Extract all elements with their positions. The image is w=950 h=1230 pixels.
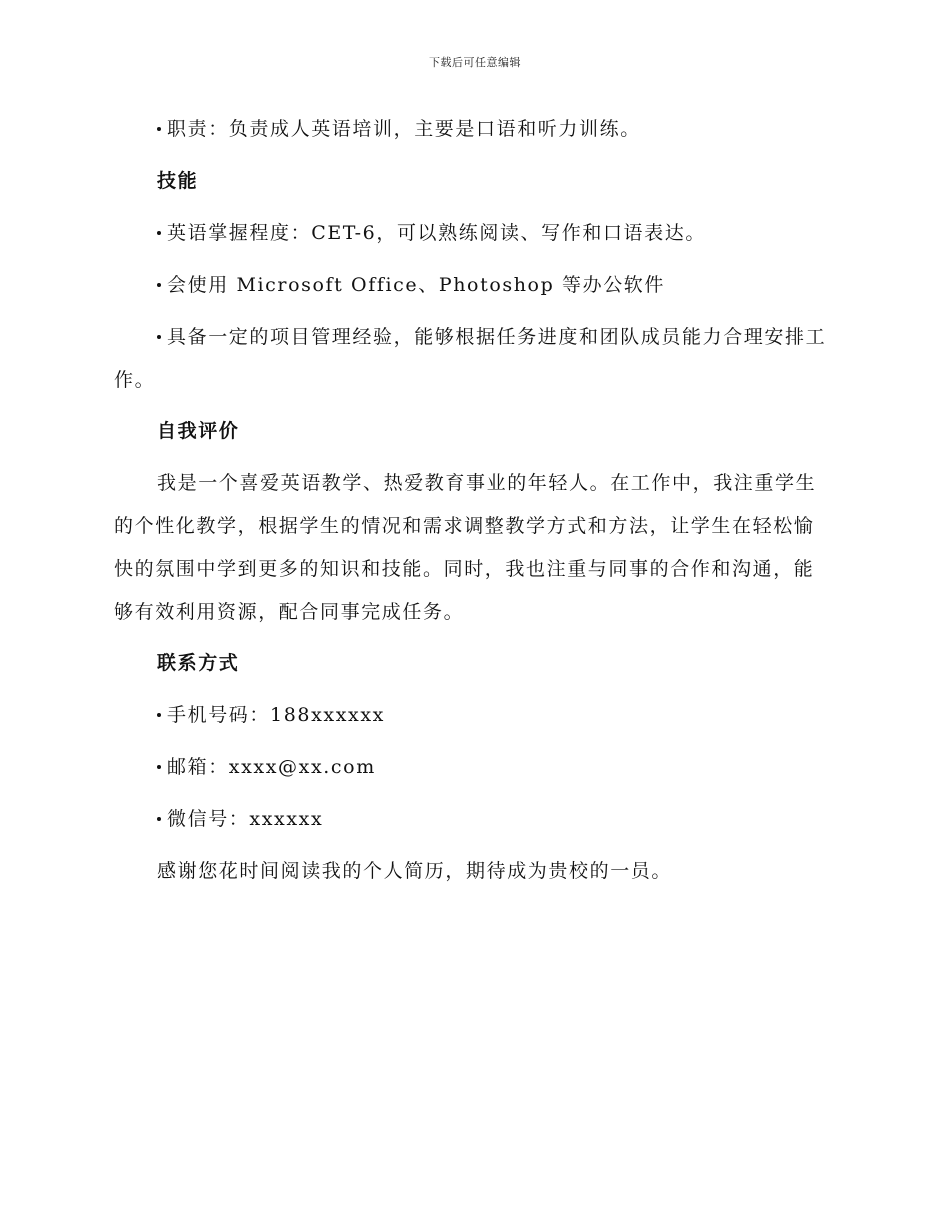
duty-text: 职责：负责成人英语培训，主要是口语和听力训练。 [167,118,641,140]
bullet-icon [157,231,161,235]
skill-text: 英语掌握程度：CET-6，可以熟练阅读、写作和口语表达。 [167,222,706,244]
contact-heading: 联系方式 [157,652,240,674]
header-note: 下载后可任意编辑 [429,56,521,69]
contact-item [114,694,830,737]
skill-item [114,316,830,402]
contact-item [114,746,830,789]
bullet-icon [157,765,161,769]
bullet-icon [157,713,161,717]
bullet-icon [157,283,161,287]
skill-text: 会使用 Microsoft Office、Photoshop 等办公软件 [167,274,665,296]
skill-item [114,264,830,307]
closing-text: 感谢您花时间阅读我的个人简历，期待成为贵校的一员。 [157,860,673,882]
self-eval-heading: 自我评价 [157,420,240,442]
contact-wechat: 微信号：xxxxxx [167,808,324,830]
duty-item [114,108,830,151]
bullet-icon [157,335,161,339]
contact-email: 邮箱：xxxx@xx.com [167,756,376,778]
skill-item [114,212,830,255]
skill-text: 具备一定的项目管理经验，能够根据任务进度和团队成员能力合理安排工作。 [114,326,827,391]
contact-item [114,798,830,841]
bullet-icon [157,817,161,821]
bullet-icon [157,127,161,131]
skills-heading: 技能 [157,170,199,192]
document-body [114,108,830,902]
self-eval-paragraph: 我是一个喜爱英语教学、热爱教育事业的年轻人。在工作中，我注重学生的个性化教学，根据学生的情况和需求调整教学方式和方法，让学生在轻松愉快的氛围中学到更多的知识和技能。同时，我也注重与同事的合作和沟通，能够有效利用资源，配合同事完成任务。 [114,472,817,623]
contact-phone: 手机号码：188xxxxxx [167,704,385,726]
